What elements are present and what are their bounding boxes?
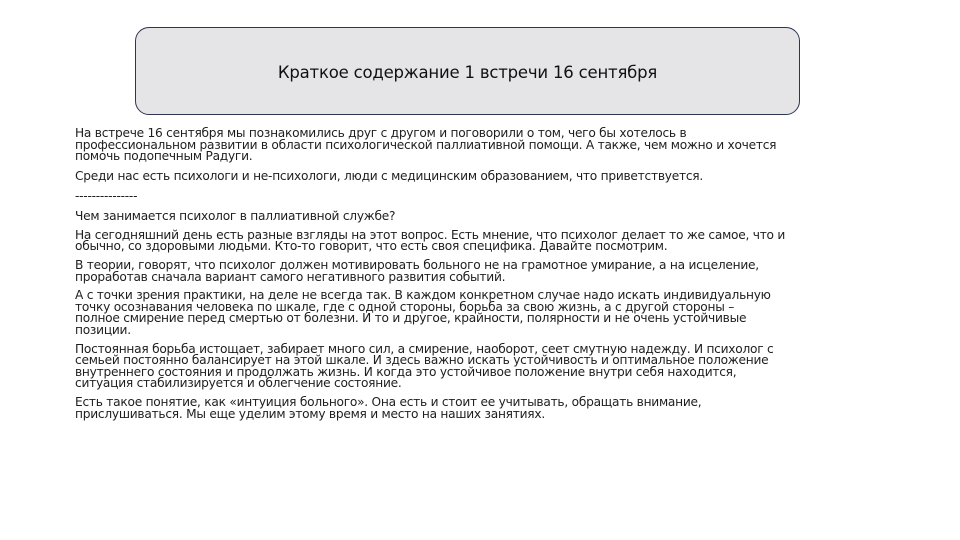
text-line: внутреннего состояния и продолжать жизнь. И когда это устойчивое положение внутри себя находится, xyxy=(75,364,737,379)
text-line: Чем занимается психолог в паллиативной службе? xyxy=(75,208,396,223)
paragraph-views xyxy=(75,227,893,254)
text-line: На сегодняшний день есть разные взгляды на этот вопрос. Есть мнение, что психолог делает то же самое, что и xyxy=(75,227,786,242)
paragraph-practice xyxy=(75,290,893,336)
text-line: позиции. xyxy=(75,322,131,337)
text-line: профессиональном развитии в области психологической паллиативной помощи. А также, чем можно и хочется xyxy=(75,137,777,152)
text-line: На встрече 16 сентября мы познакомились друг с другом и поговорили о том, чего бы хотелось в xyxy=(75,126,687,140)
slide-title: Краткое содержание 1 встречи 16 сентября xyxy=(277,62,658,82)
paragraph-intuition xyxy=(75,394,893,421)
text-line: ситуация стабилизируется и облегчение состояние. xyxy=(75,376,402,391)
text-line: В теории, говорят, что психолог должен мотивировать больного не на грамотное умирание, а на исцеление, xyxy=(75,257,759,272)
text-line: Постоянная борьба истощает, забирает много сил, а смирение, наоборот, сеет смутную надежду. И психолог с xyxy=(75,341,774,356)
separator-line xyxy=(75,190,893,203)
text-line: обычно, со здоровыми людьми. Кто-то говорит, что есть своя специфика. Давайте посмотрим. xyxy=(75,239,668,254)
paragraph-struggle xyxy=(75,341,893,391)
text-line: Среди нас есть психологи и не-психологи, люди с медицинским образованием, что приветствуется. xyxy=(75,168,703,183)
text-line: --------------- xyxy=(75,188,138,203)
paragraph-participants xyxy=(75,170,893,183)
slide-body xyxy=(75,128,893,427)
text-line: помочь подопечным Радуги. xyxy=(75,149,253,164)
text-line: полное смирение перед смертью от болезни. И то и другое, крайности, полярности и не очень устойчивые xyxy=(75,311,747,326)
paragraph-question xyxy=(75,210,893,223)
text-line: проработав сначала вариант самого негативного развития событий. xyxy=(75,269,506,284)
text-line: А с точки зрения практики, на деле не всегда так. В каждом конкретном случае надо искать индивидуальную xyxy=(75,288,771,303)
text-line: семьей постоянно балансирует на этой шкале. И здесь важно искать устойчивость и оптимальное положение xyxy=(75,353,769,368)
title-box xyxy=(135,27,800,115)
text-line: Есть такое понятие, как «интуиция больного». Она есть и стоит ее учитывать, обращать внимание, xyxy=(75,394,702,409)
text-line: прислушиваться. Мы еще уделим этому время и место на наших занятиях. xyxy=(75,406,545,421)
text-line: точку осознавания человека по шкале, где с одной стороны, борьба за свою жизнь, а с другой стороны – xyxy=(75,299,735,314)
paragraph-intro xyxy=(75,128,893,163)
paragraph-theory xyxy=(75,257,893,284)
